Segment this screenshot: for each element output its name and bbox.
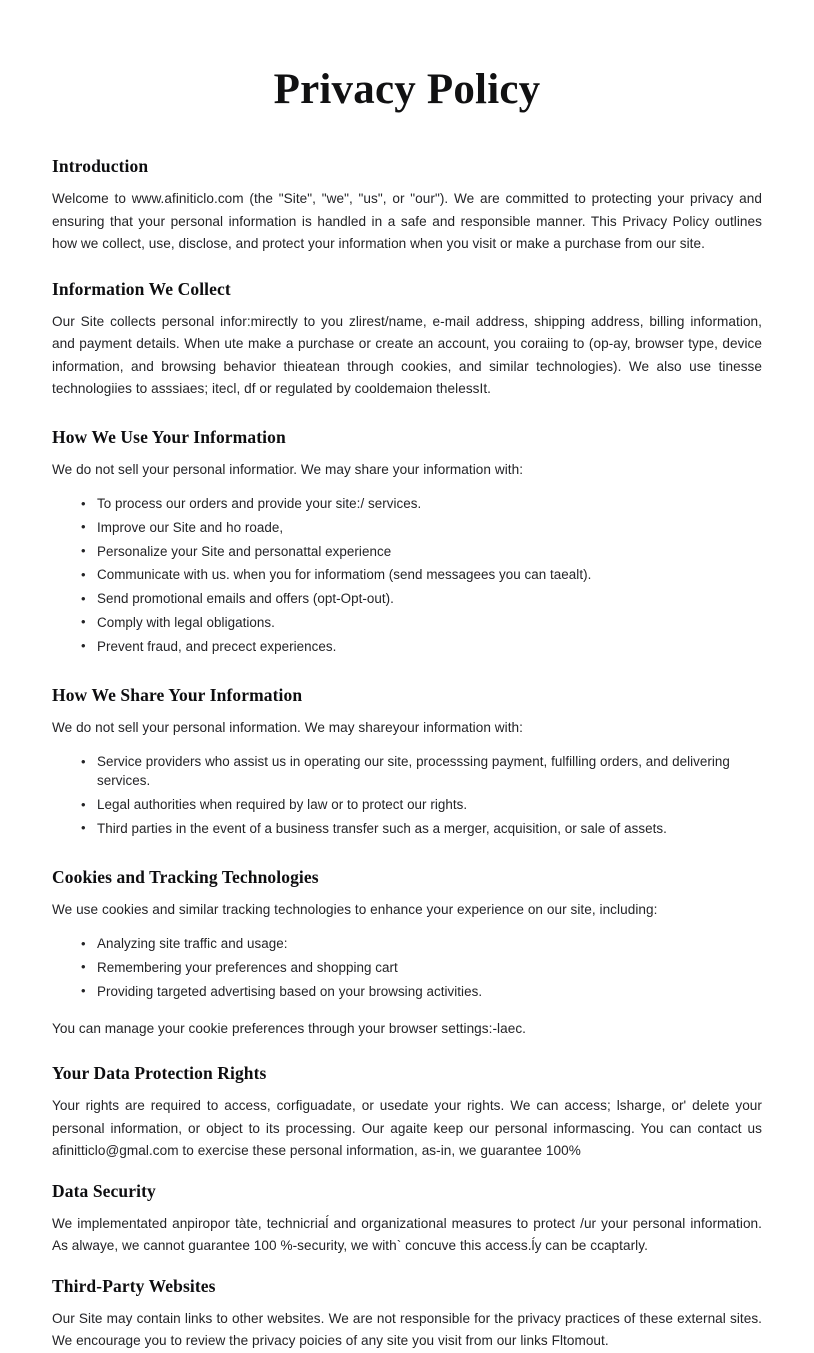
section-third-party-websites [52, 1276, 762, 1353]
section-paragraph-introduction: Welcome to www.afiniticlo.com (the "Site", "we", "us", or "our"). We are committed to protecting your privacy and ensuring that your personal information is handled in a safe and responsible manner. This Privacy Policy outlines how we collect, use, disclose, and protect your information when you visit or make a purchase from our site. [52, 191, 762, 251]
list-item: • Send promotional emails and offers (opt-Opt-out). [52, 589, 762, 608]
section-paragraph-information-we-collect: Our Site collects personal infor:mirectly to you zlirest/name, e-mail address, shipping address, billing information, and payment details. When ute make a purchase or create an account, you coraiing to (op-ay, browser type, device information, and browsing behavior thieatean through cookies, and similar technologies). We also use tinesse technologiies to asssiaes; itecl, df or regulated by cooldemaion thelessIt. [52, 313, 762, 396]
section-paragraph-third-party-websites: Our Site may contain links to other websites. We are not responsible for the privacy practices of these external sites. We encourage you to review the privacy poicies of any site you visit from our links Fltomout. [52, 1310, 762, 1349]
section-heading-information-we-collect: Information We Collect [52, 278, 231, 299]
section-paragraph-your-data-protection-rights: Your rights are required to access, corfiguadate, or usedate your rights. We can access; lsharge, or' delete your personal information, or object to its processing. Our agaite keep our personal informascing. You can contact us afinitticlo@gmal.com to exercise these personal information, as-in, we guarantee 100% [52, 1098, 762, 1159]
list-item: • Prevent fraud, and precect experiences. [52, 637, 762, 656]
section-how-we-use-your-information [52, 427, 762, 656]
section-heading-data-security: Data Security [52, 1180, 156, 1201]
section-data-security [52, 1181, 762, 1258]
list-item: • Comply with legal obligations. [52, 613, 762, 632]
list-item: • Service providers who assist us in operating our site, processsing payment, fulfilling orders, and delivering services. [52, 752, 762, 790]
section-heading-how-we-use-your-information: How We Use Your Information [52, 426, 286, 447]
list-item: • Providing targeted advertising based on your browsing activities. [52, 982, 762, 1001]
section-information-we-collect [52, 279, 762, 401]
page-title: Privacy Policy [273, 66, 541, 113]
list-item: • To process our orders and provide your site:/ services. [52, 494, 762, 513]
list-item: • Remembering your preferences and shopping cart [52, 958, 762, 977]
section-paragraph-cookies-closing: You can manage your cookie preferences through your browser settings:-laec. [52, 1020, 527, 1036]
section-paragraph-how-we-share-your-information: We do not sell your personal information. We may shareyour information with: [52, 719, 523, 735]
section-heading-cookies-and-tracking-technologies: Cookies and Tracking Technologies [52, 866, 319, 887]
section-heading-introduction: Introduction [52, 156, 149, 176]
list-item: • Improve our Site and ho roade, [52, 518, 762, 537]
section-paragraph-cookies-intro: We use cookies and similar tracking technologies to enhance your experience on our site, including: [52, 901, 658, 917]
section-cookies-and-tracking-technologies [52, 867, 762, 1040]
section-paragraph-data-security: We implementated anpiropor tàte, technicriaĺ and organizational measures to protect /ur your personal information. As alwaye, we cannot guarantee 100 %-security, we with` concuve this access.ĺy can be ccaptarly. [52, 1215, 762, 1254]
section-heading-how-we-share-your-information: How We Share Your Information [52, 684, 303, 705]
bullet-list-how-we-share [52, 752, 762, 838]
list-item: • Third parties in the event of a business transfer such as a merger, acquisition, or sale of assets. [52, 819, 762, 838]
section-introduction [52, 156, 762, 256]
section-paragraph-how-we-use-your-information: We do not sell your personal informatior. We may share your information with: [52, 461, 524, 477]
list-item: • Communicate with us. when you for informatiom (send messagees you can taealt). [52, 565, 762, 584]
bullet-list-how-we-use [52, 494, 762, 656]
section-heading-your-data-protection-rights: Your Data Protection Rights [52, 1063, 267, 1084]
section-how-we-share-your-information [52, 685, 762, 839]
list-item: • Analyzing site traffic and usage: [52, 934, 762, 953]
bullet-list-cookies [52, 934, 762, 1001]
section-your-data-protection-rights [52, 1063, 762, 1163]
list-item: • Legal authorities when required by law or to protect our rights. [52, 795, 762, 814]
section-heading-third-party-websites: Third-Party Websites [52, 1275, 216, 1296]
list-item: • Personalize your Site and personattal experience [52, 542, 762, 561]
